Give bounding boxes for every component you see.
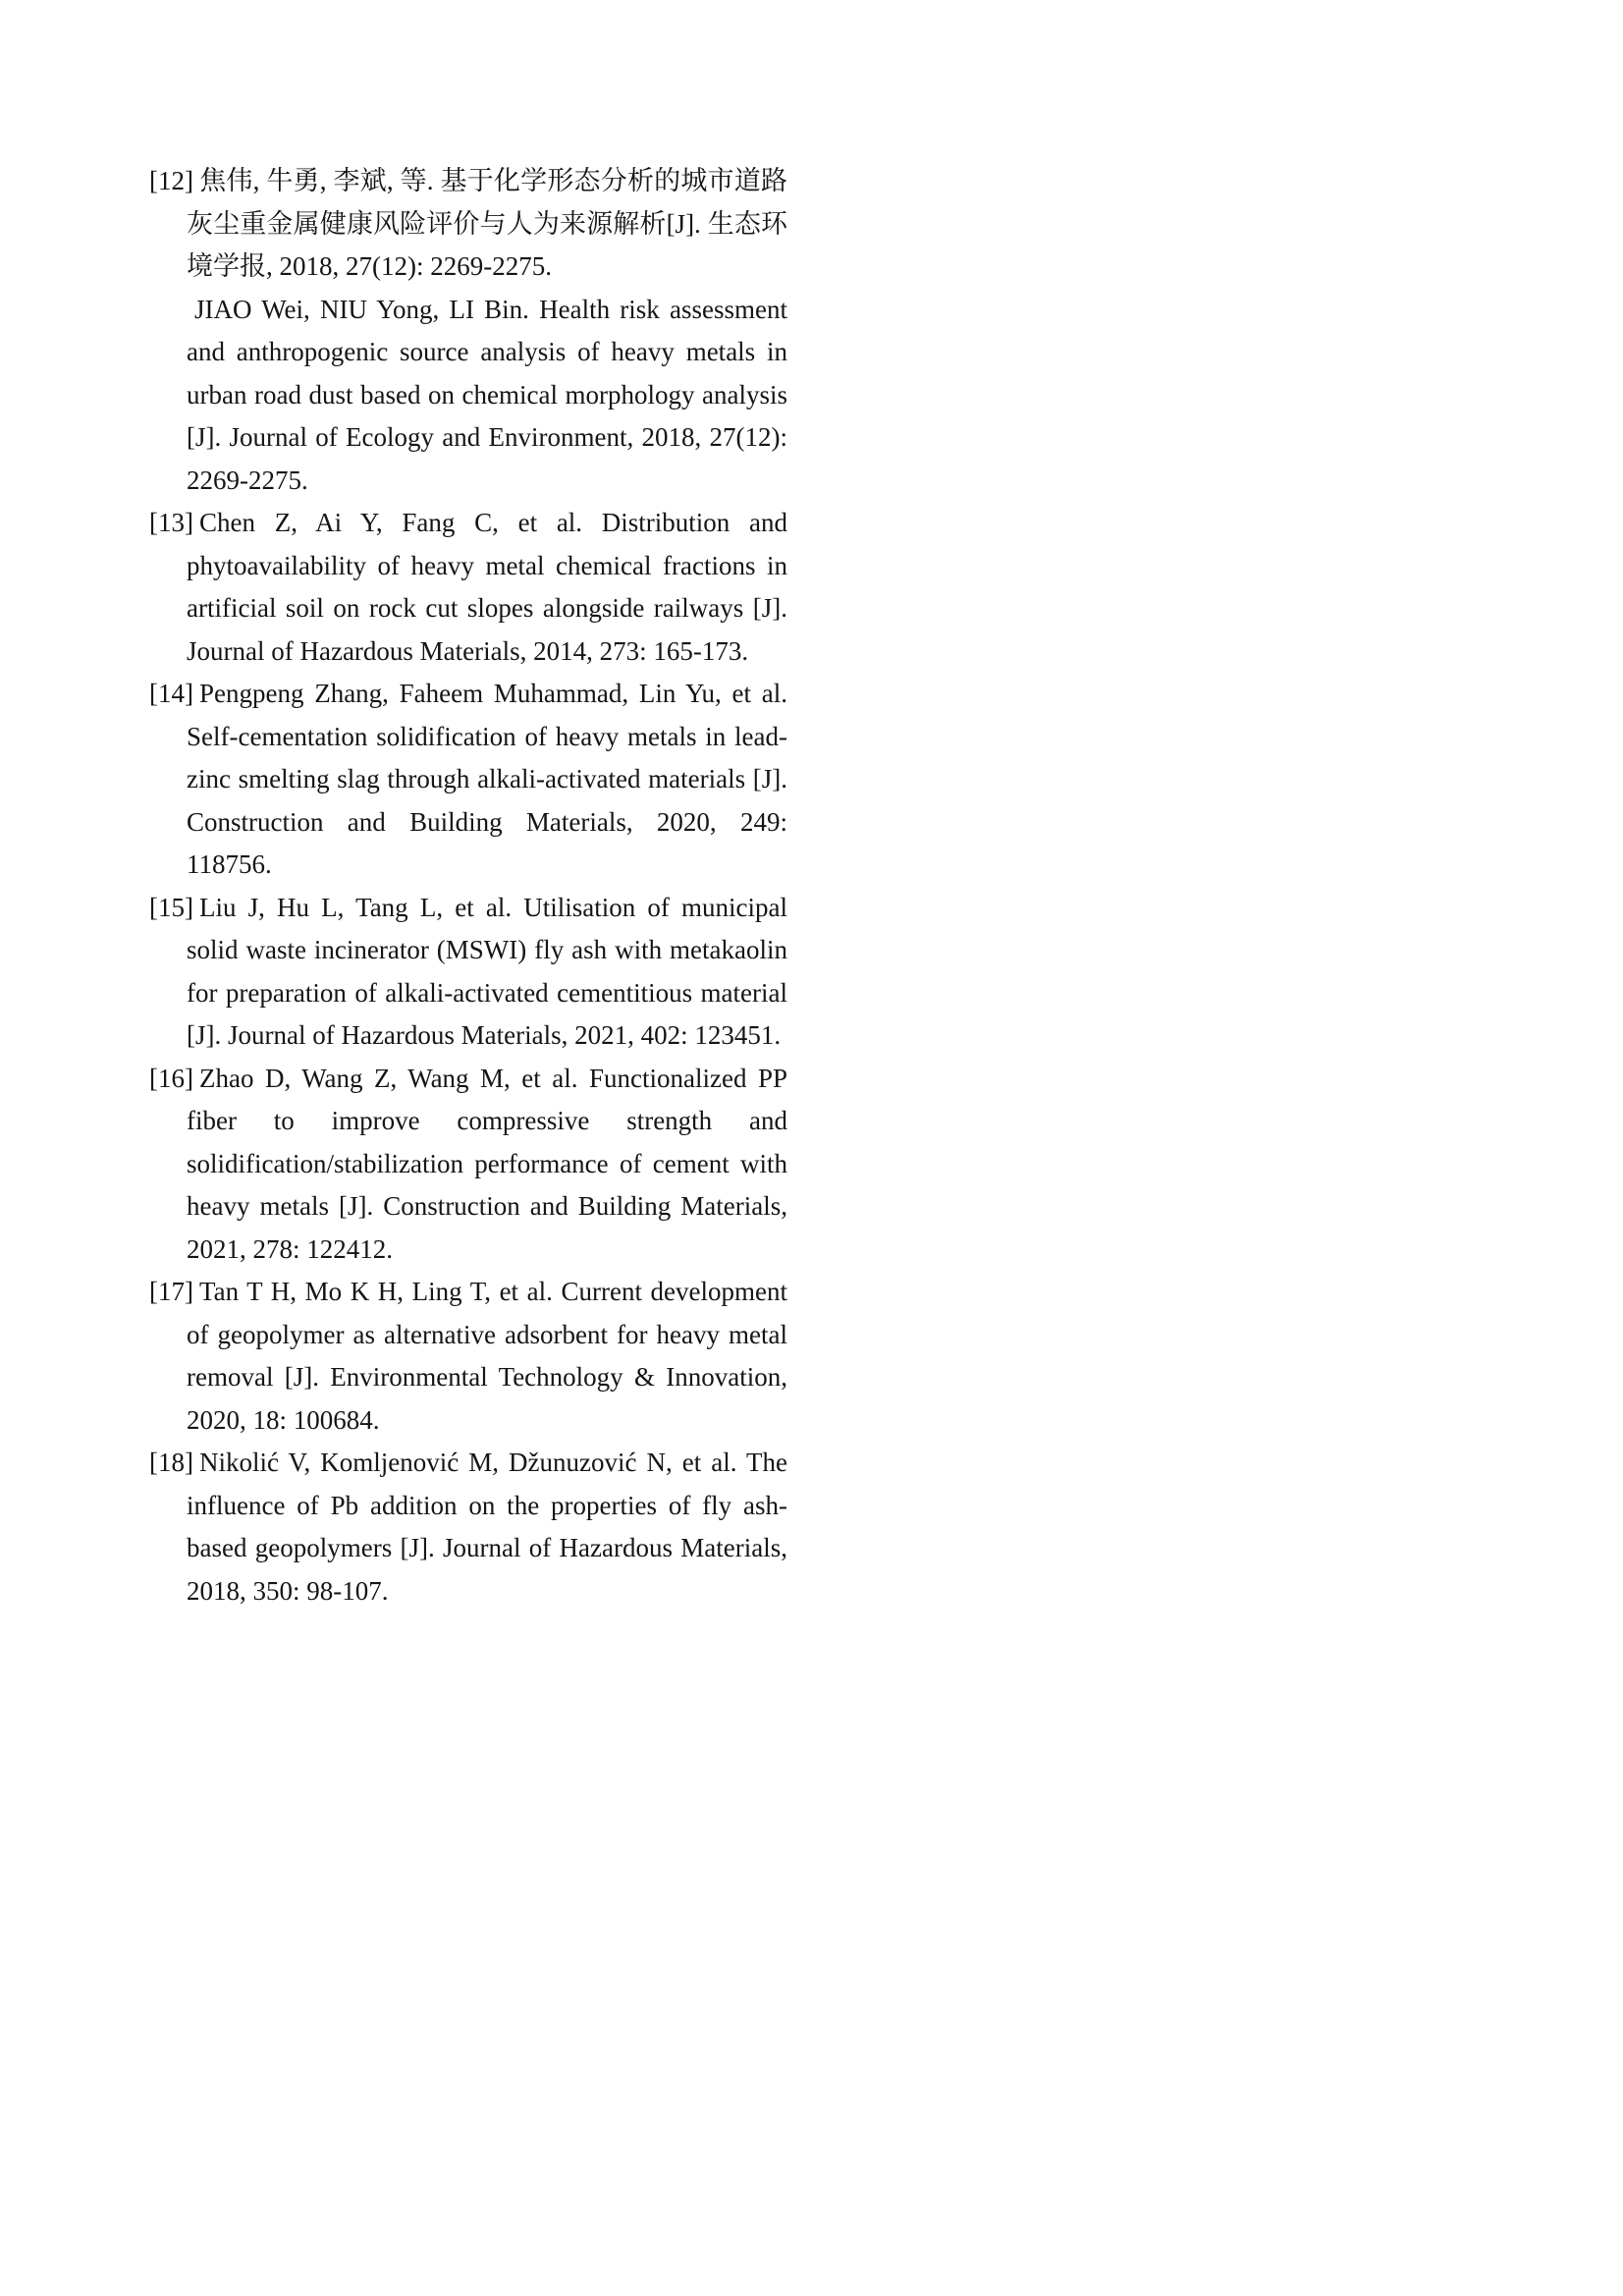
- reference-item-14: [149, 673, 787, 887]
- reference-number: [18]: [149, 1448, 193, 1477]
- reference-text: Chen Z, Ai Y, Fang C, et al. Distribution and phytoavailability of heavy metal chemical fractions in artificial soil on rock cut slopes alongside railways [J]. Journal of Hazardous Materials, 2014, 273: 165-173.: [187, 508, 787, 666]
- reference-paragraph: [149, 1271, 787, 1442]
- reference-paragraph: [149, 887, 787, 1058]
- reference-translation: JIAO Wei, NIU Yong, LI Bin. Health risk assessment and anthropogenic source analysis of heavy metals in urban road dust based on chemical morphology analysis [J]. Journal of Ecology and Environment, 2018, 27(12): 2269-2275.: [187, 294, 787, 495]
- reference-item-15: [149, 887, 787, 1058]
- reference-text: Zhao D, Wang Z, Wang M, et al. Functionalized PP fiber to improve compressive strength and solidification/stabilization performance of cement with heavy metals [J]. Construction and Building Materials, 2021, 278: 122412.: [187, 1063, 787, 1264]
- reference-paragraph: [149, 1058, 787, 1272]
- reference-text: Nikolić V, Komljenović M, Džunuzović N, et al. The influence of Pb addition on the properties of fly ash-based geopolymers [J]. Journal of Hazardous Materials, 2018, 350: 98-107.: [187, 1448, 787, 1606]
- reference-number: [17]: [149, 1277, 193, 1306]
- reference-text: Pengpeng Zhang, Faheem Muhammad, Lin Yu, et al. Self-cementation solidification of heavy metals in lead-zinc smelting slag through alkali-activated materials [J]. Construction and Building Materials, 2020, 249: 118756.: [187, 679, 787, 879]
- reference-number: [12]: [149, 166, 193, 195]
- reference-text: Tan T H, Mo K H, Ling T, et al. Current development of geopolymer as alternative adsorbent for heavy metal removal [J]. Environmental Technology & Innovation, 2020, 18: 100684.: [187, 1277, 787, 1435]
- reference-number: [15]: [149, 892, 193, 922]
- reference-item-18: [149, 1442, 787, 1613]
- reference-item-16: [149, 1058, 787, 1272]
- reference-number: [14]: [149, 679, 193, 708]
- reference-item-13: [149, 502, 787, 673]
- reference-item-17: [149, 1271, 787, 1442]
- reference-paragraph: [149, 1442, 787, 1613]
- reference-list: [149, 160, 787, 1613]
- reference-paragraph: [149, 160, 787, 289]
- reference-item-12: [149, 160, 787, 502]
- reference-text: 焦伟, 牛勇, 李斌, 等. 基于化学形态分析的城市道路灰尘重金属健康风险评价与人为来源解析[J]. 生态环境学报, 2018, 27(12): 2269-2275.: [187, 166, 787, 281]
- reference-paragraph: [149, 502, 787, 673]
- reference-text: Liu J, Hu L, Tang L, et al. Utilisation of municipal solid waste incinerator (MSWI) fly ash with metakaolin for preparation of alkali-activated cementitious material [J]. Journal of Hazardous Materials, 2021, 402: 123451.: [187, 892, 787, 1050]
- reference-number: [13]: [149, 508, 193, 537]
- reference-number: [16]: [149, 1063, 193, 1093]
- reference-paragraph: [149, 673, 787, 887]
